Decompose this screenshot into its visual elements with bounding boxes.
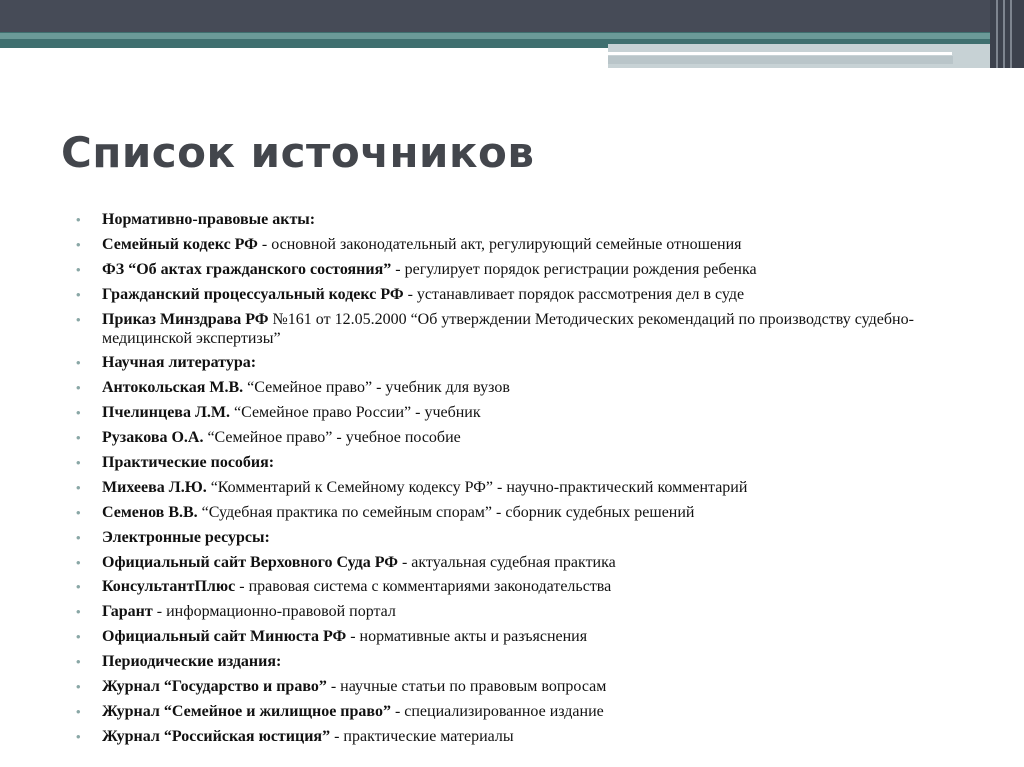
item-bold-text: Журнал “Семейное и жилищное право” [102,702,391,720]
list-item [76,453,976,472]
item-bold-text: Практические пособия: [102,454,275,472]
list-item [76,627,976,646]
list-item [76,428,976,447]
item-bold-text: Гражданский процессуальный кодекс РФ [102,285,404,303]
item-text: “Семейное право” - учебник для вузов [243,379,510,397]
header-band-pale-inner [608,56,953,64]
list-item [76,677,976,696]
list-item [76,235,976,254]
item-text: “Семейное право России” - учебник [229,404,481,422]
item-bold-text: Антокольская М.В. [102,379,244,397]
list-item [76,353,976,372]
header-band-dark [0,0,1024,32]
header-band-teal-light [0,33,1024,39]
item-bold-text: Семейный кодекс РФ [102,235,258,253]
list-item [76,310,976,348]
item-bold-text: Гарант [102,603,153,621]
list-item [76,528,976,547]
list-item [76,553,976,572]
list-item [76,260,976,279]
item-text: - специализированное издание [390,702,604,720]
item-text: - основной законодательный акт, регулирующий семейные отношения [257,235,742,253]
item-bold-text: Приказ Минздрава РФ [102,310,269,328]
item-bold-text: Семенов В.В. [102,503,198,521]
item-bold-text: Электронные ресурсы: [102,528,270,546]
item-bold-text: Официальный сайт Верховного Суда РФ [102,553,398,571]
list-item [76,577,976,596]
item-text: “Семейное право” - учебное пособие [203,429,461,447]
list-item [76,602,976,621]
item-text: - регулирует порядок регистрации рождения ребенка [391,260,757,278]
item-bold-text: Нормативно-правовые акты: [102,211,316,228]
item-bold-text: Научная литература: [102,354,257,372]
list-item [76,652,976,671]
list-item [76,702,976,721]
list-item [76,727,976,746]
item-bold-text: Периодические издания: [102,653,282,671]
item-bold-text: Журнал “Российская юстиция” [102,727,331,745]
item-text: “Комментарий к Семейному кодексу РФ” - научно-практический комментарий [206,478,748,496]
header-vertical-line [996,0,998,68]
item-text: - актуальная судебная практика [397,553,616,571]
item-text: - практические материалы [330,727,514,745]
list-item [76,503,976,522]
item-text: №161 от 12.05.2000 “Об утверждении Методических рекомендаций по производству судебно-медицинской экспертизы” [102,310,914,347]
list-item [76,378,976,397]
item-bold-text: ФЗ “Об актах гражданского состояния” [102,260,392,278]
item-text: “Судебная практика по семейным спорам” - сборник судебных решений [197,503,695,521]
list-item [76,478,976,497]
item-bold-text: Официальный сайт Минюста РФ [102,628,347,646]
header-vertical-line [1003,0,1005,68]
item-bold-text: Журнал “Государство и право” [102,678,327,696]
item-text: - правовая система с комментариями законодательства [235,578,612,596]
source-list [76,210,976,752]
item-text: - научные статьи по правовым вопросам [326,678,607,696]
list-item [76,285,976,304]
item-text: - устанавливает порядок рассмотрения дел в суде [403,285,745,303]
header-band-divider [560,52,952,55]
item-text: - информационно-правовой портал [152,603,396,621]
list-item [76,403,976,422]
slide-title: Список источников [61,128,535,177]
item-bold-text: КонсультантПлюс [102,578,236,596]
item-bold-text: Пчелинцева Л.М. [102,404,230,422]
item-bold-text: Рузакова О.А. [102,429,204,447]
item-text: - нормативные акты и разъяснения [346,628,588,646]
item-bold-text: Михеева Л.Ю. [102,478,207,496]
header-vertical-line [1010,0,1012,68]
list-item [76,210,976,229]
